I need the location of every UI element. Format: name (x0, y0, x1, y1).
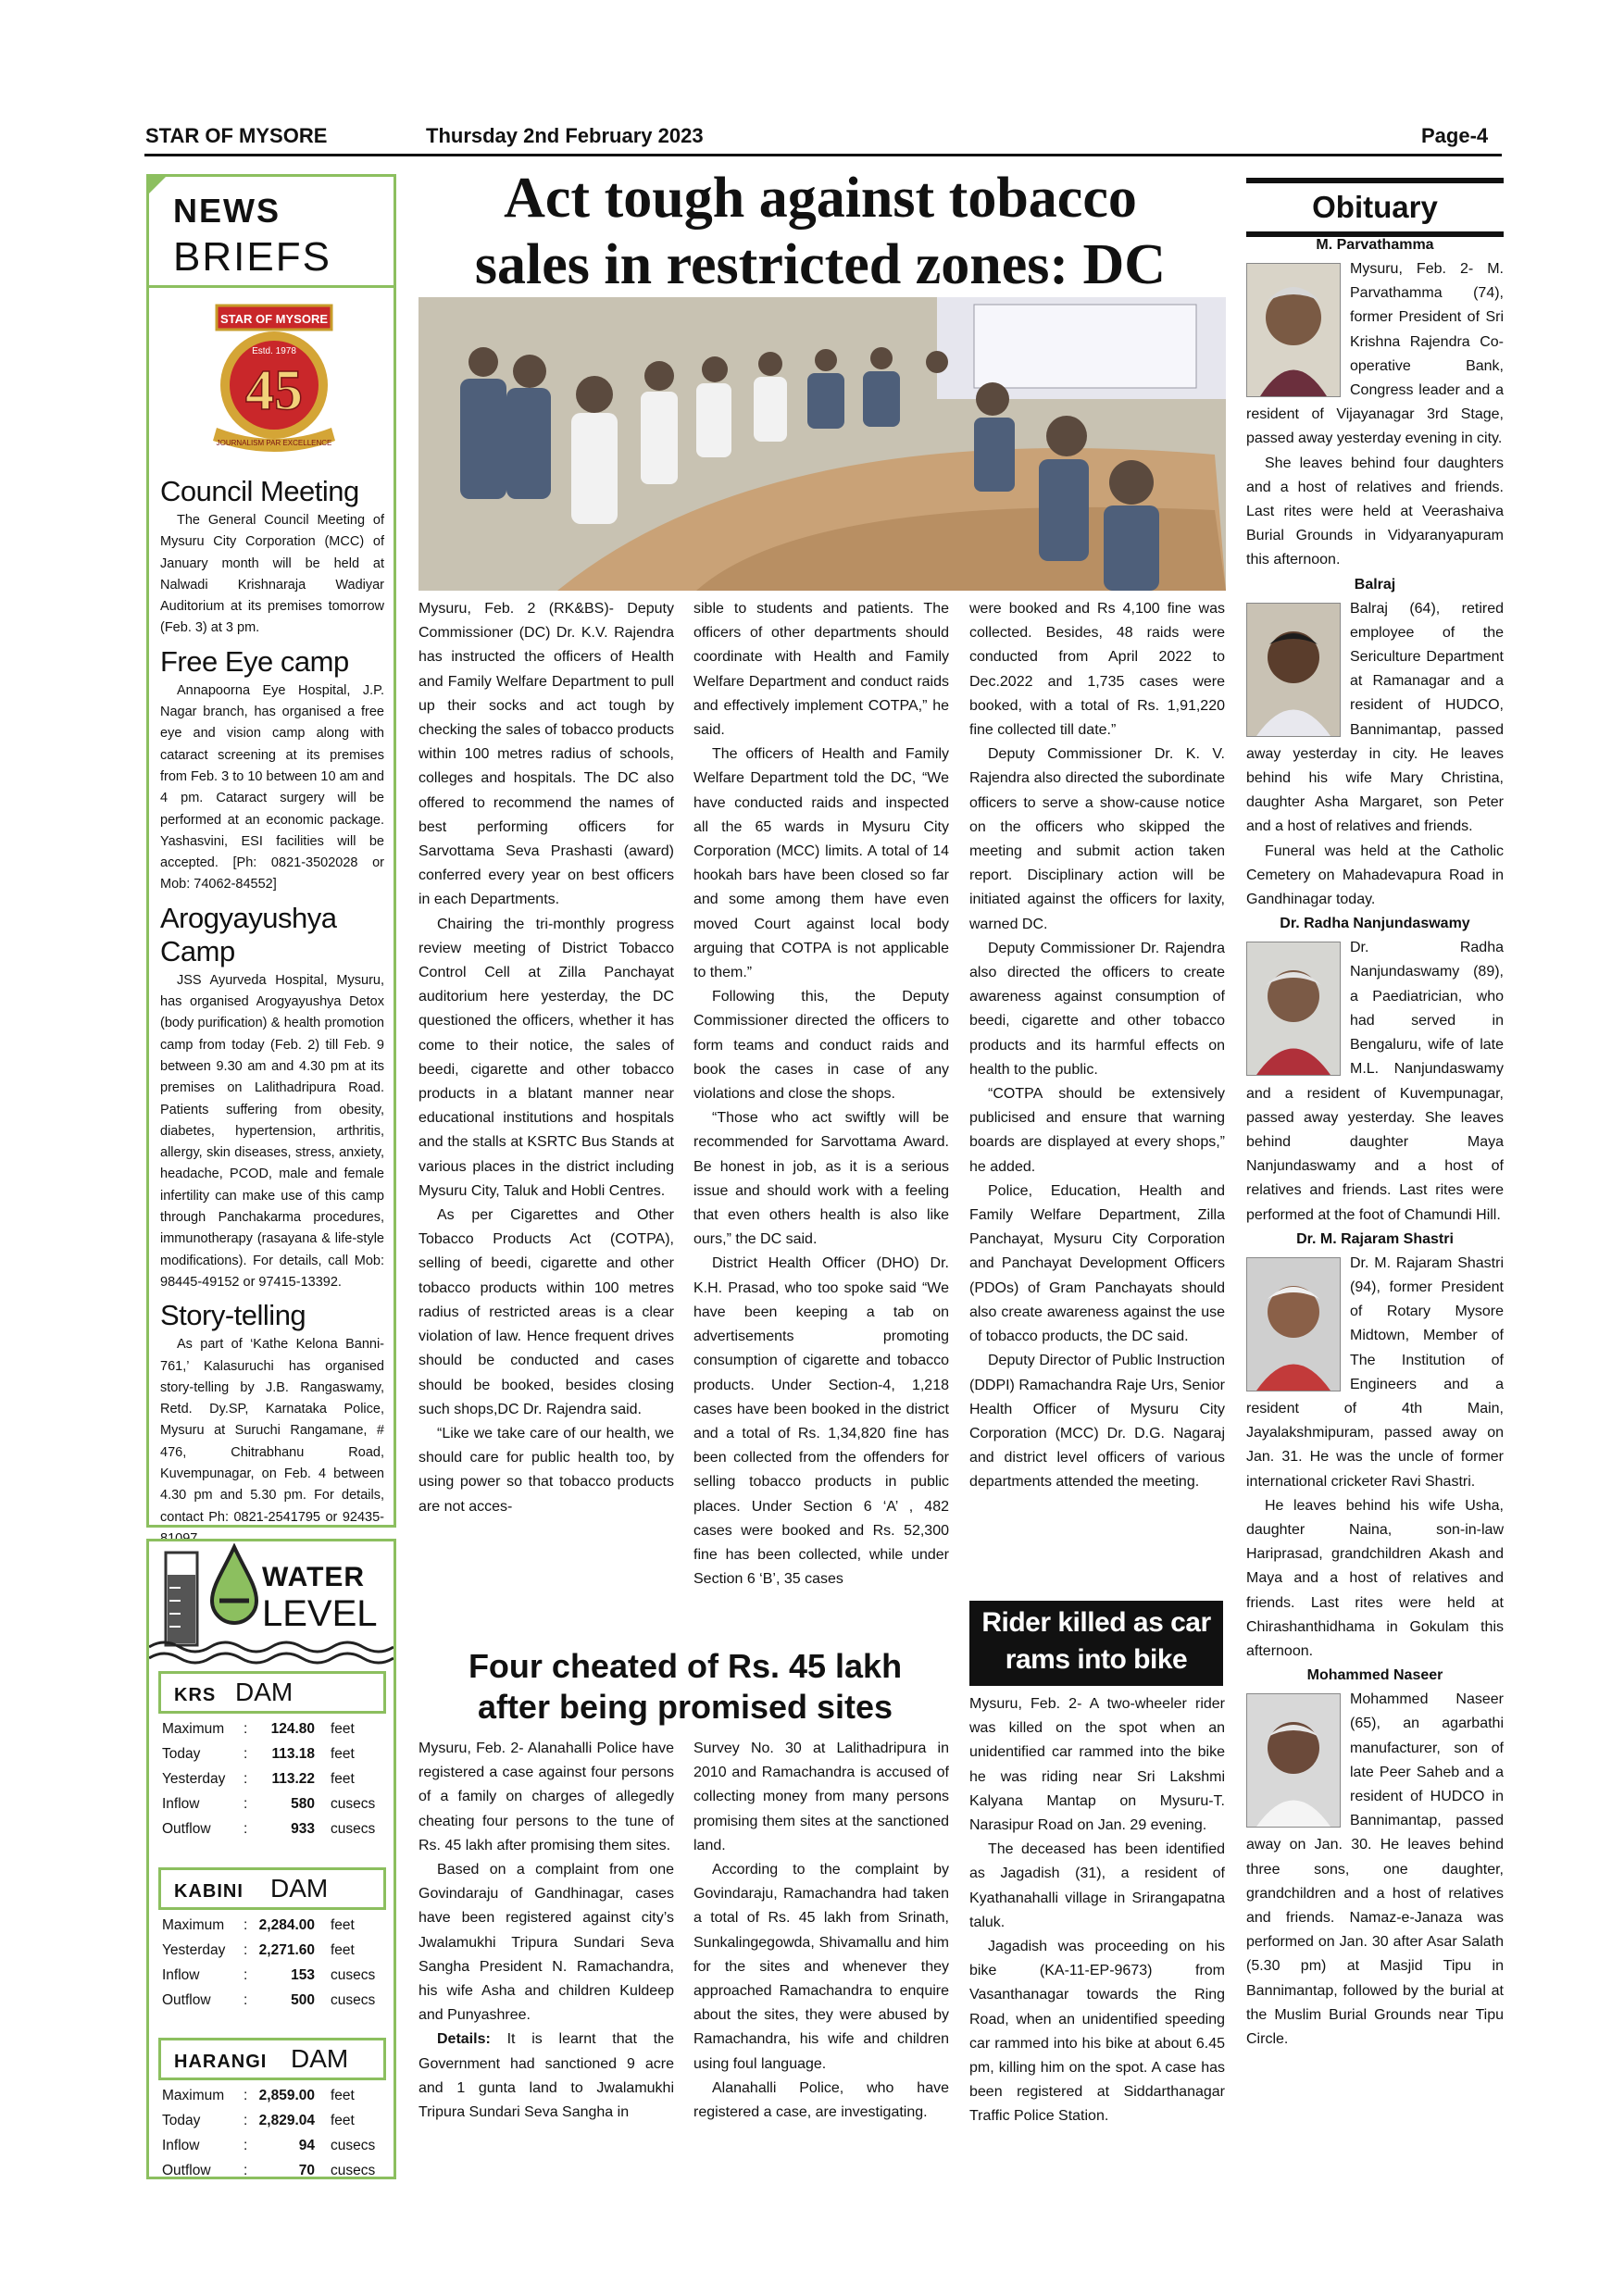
divider (149, 285, 394, 288)
dam-row (162, 1942, 384, 1967)
obituary-photo (1246, 942, 1341, 1076)
dam-row-sep: : (244, 2138, 248, 2153)
brief-title: Free Eye camp (160, 644, 349, 678)
dam-row-unit: feet (331, 2113, 355, 2128)
dam-row (162, 1917, 384, 1942)
lead-paragraph: Deputy Director of Public Instruction (DDPI) Ramachandra Raje Urs, Senior Health Officer of Mysuru City Corporation (MCC) Dr. D.G. Nagaraj and district level officers of various departments attended the meeting. (969, 1353, 1225, 1491)
obituary-name: M. Parvathamma (1316, 237, 1434, 253)
obituary-name: Dr. M. Rajaram Shastri (1296, 1230, 1454, 1247)
dam-row (162, 1796, 384, 1821)
dam-row-unit: cusecs (331, 2163, 376, 2178)
rider-headline-line-2: rams into bike (1005, 1644, 1188, 1675)
dam-label: DAM (270, 1874, 329, 1903)
dam-row-sep: : (244, 1942, 248, 1958)
portrait-image (1247, 942, 1340, 1075)
second-headline-line-1: Four cheated of Rs. 45 lakh (468, 1647, 903, 1685)
dam-row-label: Yesterday (162, 1942, 226, 1958)
brief-text: The General Council Meeting of Mysuru City Corporation (MCC) of January month will be held at Nalwadi Krishnaraja Wadiyar Auditorium at its premises tomorrow (Feb. 3) at 3 pm. (160, 513, 384, 636)
obituary-name: Dr. Radha Nanjundaswamy (1280, 916, 1470, 932)
dam-row-unit: feet (331, 1746, 355, 1762)
dam-row-sep: : (244, 2113, 248, 2128)
second-paragraph: Alanahalli Police, who have registered a case, are investigating. (693, 2079, 949, 2121)
dam-row-label: Today (162, 1746, 201, 1762)
lead-paragraph: were booked and Rs 4,100 fine was collected. Besides, 48 raids were conducted from April 2022 to Dec.2022 and 1,735 cases were booked, with a total of Rs. 1,91,220 fine collected till date.” (969, 601, 1225, 739)
dam-label: DAM (291, 2044, 349, 2073)
dam-row-label: Maximum (162, 1917, 225, 1933)
lead-headline-line-2: sales in restricted zones: DC (474, 233, 1167, 296)
dam-row-sep: : (244, 1721, 248, 1737)
second-headline (417, 1646, 954, 1728)
dam-row-value: 124.80 (270, 1721, 315, 1737)
dam-row-value: 2,284.00 (258, 1917, 315, 1933)
paper-name: STAR OF MYSORE (145, 124, 328, 147)
news-briefs-box (146, 174, 396, 1528)
dam-row-label: Maximum (162, 2088, 225, 2103)
kabini-dam-header (158, 1867, 386, 1910)
second-headline-line-2: after being promised sites (477, 1688, 893, 1726)
second-column-1 (418, 1737, 674, 2172)
dam-row-sep: : (244, 1746, 248, 1762)
dam-row-value: 153 (291, 1967, 315, 1983)
rider-headline-line-1: Rider killed as car (981, 1607, 1211, 1638)
dam-row-label: Outflow (162, 2163, 211, 2178)
lead-paragraph: “Those who act swiftly will be recommended for Sarvottama Award. Be honest in job, as it is a serious issue and should work with a feeling that even others health is also like ours,” the DC said. (693, 1110, 949, 1248)
dam-row-value: 70 (298, 2163, 315, 2178)
obituary-name: Balraj (1354, 576, 1396, 593)
second-paragraph: According to the complaint by Govindaraju, Ramachandra had taken a total of Rs. 45 lakh from Srinath, Sunkalingegowda, Shivamallu and him for the sites and whenever they approached Ramachandra to enquire about the sites, they were abused by Ramachandra, his wife and children using foul language. (693, 1862, 949, 2072)
dam-row-label: Outflow (162, 1992, 211, 2008)
meeting-photo (418, 297, 1226, 591)
dam-row-sep: : (244, 1771, 248, 1787)
news-title: NEWS (173, 192, 281, 230)
dam-row-label: Inflow (162, 1796, 200, 1812)
lead-headline-line-1: Act tough against tobacco (504, 167, 1137, 230)
dam-row-value: 113.18 (271, 1746, 315, 1762)
dam-row-unit: cusecs (331, 1821, 376, 1837)
lead-paragraph: Chairing the tri-monthly progress review meeting of District Tobacco Control Cell at Zilla Panchayat auditorium here yesterday, the DC questioned the officers, whether it has come to their notice, the sales of beedi, cigarette and other tobacco products in a blatant manner near educational institutions and hospitals and the stalls at KSRTC Bus Stands at various places in the district including Mysuru City, Taluk and Hobli Centres. (418, 916, 674, 1199)
meeting-photo-image (418, 297, 1226, 591)
details-label: Details: (437, 2031, 491, 2048)
briefs-list (149, 469, 394, 1550)
dam-row-unit: feet (331, 1917, 355, 1933)
dam-row-sep: : (244, 1796, 248, 1812)
dam-row-unit: cusecs (331, 1992, 376, 2008)
dam-row-sep: : (244, 1821, 248, 1837)
dam-row-value: 580 (291, 1796, 315, 1812)
lead-column-1 (418, 597, 674, 1639)
logo-estd-text: Estd. 1978 (252, 346, 296, 356)
dam-label: DAM (235, 1678, 294, 1706)
brief-title: Council Meeting (160, 475, 359, 507)
star-of-mysore-45-logo (200, 300, 348, 457)
dam-row (162, 2088, 384, 2113)
dam-row-label: Inflow (162, 2138, 200, 2153)
lead-headline (413, 165, 1228, 298)
second-paragraph: Based on a complaint from one Govindaraju of Gandhinagar, cases have been registered against city’s Jwalamukhi Tripura Sundari Seva Sangha President N. Ramachandra, his wife Asha and children Kuldeep and Punyashree. (418, 1862, 674, 2024)
harangi-dam-header (158, 2038, 386, 2080)
briefs-title: BRIEFS (173, 234, 331, 280)
dam-code: KRS (174, 1685, 217, 1705)
lead-paragraph: sible to students and patients. The officers of other departments should coordinate with Health and Family Welfare Department and conduct raids and effectively implement COTPA,” he said. (693, 601, 949, 739)
brief-title: Story-telling (160, 1299, 306, 1332)
obituary-name: Mohammed Naseer (1306, 1667, 1443, 1684)
dam-row-unit: feet (331, 1771, 355, 1787)
brief-text: As part of ‘Kathe Kelona Banni-761,’ Kalasuruchi has organised story-telling by J.B. Rangaswamy, Retd. Dy.SP, Karnataka Police, Mysuru at Suruchi Rangamane, # 476, Chitrabhanu Road, Kuvempunagar, on Feb. 4 between 4.30 pm and 5.30 pm. For details, contact Ph: 0821-2541795 or 92435- (160, 1337, 384, 1525)
dam-row (162, 1992, 384, 2017)
dam-row (162, 2138, 384, 2163)
lead-column-2 (693, 597, 949, 1639)
dam-row (162, 2163, 384, 2188)
dam-row-value: 2,859.00 (258, 2088, 315, 2103)
obituary-text: She leaves behind four daughters and a host of relatives and friends. Last rites were held at Veerashaiva Burial Grounds in Vidyaranyapuram this afternoon. (1246, 455, 1504, 568)
obituary-text: Funeral was held at the Catholic Cemetery on Mahadevapura Road in Gandhinagar today. (1246, 842, 1504, 908)
obituary-title: Obituary (1312, 190, 1438, 224)
obituary-column (1246, 233, 1504, 2177)
logo-number-text: 45 (245, 359, 303, 422)
dam-row-sep: : (244, 1992, 248, 2008)
dam-row-unit: cusecs (331, 1967, 376, 1983)
portrait-image (1247, 1258, 1340, 1391)
dam-row (162, 1821, 384, 1846)
dam-row-label: Maximum (162, 1721, 225, 1737)
water-wave-icon (149, 1634, 394, 1671)
lead-paragraph: “COTPA should be extensively publicised and ensure that warning boards are displayed at every shops,” he added. (969, 1086, 1225, 1175)
dam-row-unit: feet (331, 1942, 355, 1958)
dam-row (162, 1771, 384, 1796)
details-text: It is learnt that the Government had sanctioned 9 acre and 1 gunta land to Jwalamukhi Tripura Sundari Seva Sangha in (418, 2031, 674, 2121)
brief-text: JSS Ayurveda Hospital, Mysuru, has organised Arogyayushya Detox (body purification) & health promotion camp from today (Feb. 2) till Feb. 9 between 9.30 am and 4.30 pm at its premises on Lalithadripura Road. Patients suffering from obesity, diabetes, hypertension, arthritis, allergy, skin diseases, stress, anxiety, headache, PCOD, male and female infertility can make use of this camp through Panchakarma procedures, immunotherapy (rasayana & life-style modifications). For details, call Mob: 98445-49152 or 97415-13392. (160, 972, 384, 1290)
lead-column-3 (969, 597, 1225, 1602)
lead-paragraph: District Health Officer (DHO) Dr. K.H. Prasad, who too spoke said “We have been keeping a tab on advertisements promoting consumption of cigarette and tobacco products. Under Section-4, 1,218 cases have been booked in the district and a total of Rs. 1,34,820 fine has been collected from the offenders for selling tobacco products in public places. Under Section 6 ‘A’ , 482 cases were booked and Rs. 52,300 fine has been collected, while under Section 6 ‘B’, 35 cases (693, 1255, 949, 1588)
lead-paragraph: The officers of Health and Family Welfare Department told the DC, “We have conducted raids and inspected all the 65 wards in Mysuru City Corporation (MCC) limits. A total of 14 hookah bars have been closed so far and some among them have even moved Court against local body arguing that COTPA is not applicable to them.” (693, 746, 949, 981)
header-rule (144, 154, 1502, 156)
obituary-text: Balraj (64), retired employee of the Sericulture Department at Ramanagar and a resident of HUDCO, Bannimantap, passed away yesterday in city. He leaves behind his wife Mary Christina, daughter Asha Margaret, son Peter and a host of relatives and friends. (1246, 600, 1504, 835)
logo-ribbon-text: JOURNALISM PAR EXCELLENCE (216, 439, 332, 447)
obituary-text: Mysuru, Feb. 2- M. Parvathamma (74), former President of Sri Krishna Rajendra Co-operative Bank, Congress leader and a resident of Vijayanagar 3rd Stage, passed away yesterday evening in city. (1246, 261, 1504, 447)
second-paragraph: Survey No. 30 at Lalithadripura in 2010 and Ramachandra is accused of collecting money from many persons promising them sites at the sanctioned land. (693, 1741, 949, 1853)
dam-row-label: Yesterday (162, 1771, 226, 1787)
dam-row-label: Outflow (162, 1821, 211, 1837)
rider-paragraph: Jagadish was proceeding on his bike (KA-11-EP-9673) from Vasanthanagar towards the Ring Road, when an unidentified speeding car rammed into his bike at about 6.45 pm, killing him on the spot. A case has been registered at Siddarthanagar Traffic Police Station. (969, 1939, 1225, 2125)
level-title: LEVEL (262, 1593, 378, 1634)
dam-row-value: 94 (298, 2138, 315, 2153)
second-paragraph: Mysuru, Feb. 2- Alanahalli Police have registered a case against four persons of a family on charges of allegedly cheating four persons to the tune of Rs. 45 lakh after promising them sites. (418, 1741, 674, 1853)
lead-paragraph: As per Cigarettes and Other Tobacco Products Act (COTPA), selling of beedi, cigarette and other tobacco products within 100 metres radius of restricted areas is a clear violation of law. Hence frequent drives should be conducted and cases should be booked, besides closing such shops,DC Dr. Rajendra said. (418, 1207, 674, 1417)
dam-row-value: 2,829.04 (258, 2113, 315, 2128)
obituary-photo (1246, 1257, 1341, 1391)
portrait-image (1247, 1694, 1340, 1827)
lead-paragraph: Mysuru, Feb. 2 (RK&BS)- Deputy Commissioner (DC) Dr. K.V. Rajendra has instructed the officers of Health and Family Welfare Department to pull up their socks and act tough by checking the sales of tobacco products within 100 metres radius of schools, colleges and hospitals. The DC also offered to recommend the names of best performing officers for Sarvottama Seva Prashasti (award) conferred every year on best officers in each Departments. (418, 601, 674, 908)
krs-dam-header (158, 1671, 386, 1714)
rider-headline (969, 1601, 1223, 1686)
obituary-photo (1246, 603, 1341, 737)
logo-top-text: STAR OF MYSORE (219, 312, 329, 326)
obituary-header (1246, 178, 1504, 237)
obituary-text: Dr. Radha Nanjundaswamy (89), a Paediatrician, who had served in Bengaluru, wife of late M.L. Nanjundaswamy and a resident of Kuvempunagar, passed away yesterday. She leaves behind daughter Maya Nanjundaswamy and a host of relatives and friends. Last rites were performed at the foot of Chamundi Hill. (1246, 940, 1504, 1223)
lead-paragraph: Following this, the Deputy Commissioner directed the officers to form teams and conduct raids and book the cases in case of any violations and close the shops. (693, 989, 949, 1103)
dam-row-value: 500 (291, 1992, 315, 2008)
dam-row-unit: feet (331, 1721, 355, 1737)
obituary-text: He leaves behind his wife Usha, daughter Naina, son-in-law Hariprasad, grandchildren Akash and Maya and a host of relatives and friends. Last rites were held at Chirashanthidhama in Gokulam this afternoon. (1246, 1497, 1504, 1659)
lead-paragraph: Police, Education, Health and Family Welfare Department, Zilla Panchayat, Mysuru City Corporation and Panchayat Development Officers (PDOs) of Gram Panchayats should also create awareness against the use of tobacco products, the DC said. (969, 1182, 1225, 1345)
dam-row-unit: cusecs (331, 1796, 376, 1812)
page-number: Page-4 (1421, 124, 1489, 147)
obituary-text: Dr. M. Rajaram Shastri (94), former President of Rotary Mysore Midtown, Member of The Institution of Engineers and a resident of 4th Main, Jayalakshmipuram, passed away on Jan. 31. He was the uncle of former international cricketer Ravi Shastri. (1246, 1254, 1504, 1490)
obituary-text: Mohammed Naseer (65), an agarbathi manufacturer, son of late Peer Saheb and a resident of HUDCO in Bannimantap, passed away on Jan. 30. He leaves behind three sons, one daughter, grandchildren and a host of relatives and friends. Namaz-e-Janaza was performed on Jan. 30 after Asar Salath (5.30 pm) at Masjid Tipu in Bannimantap, followed by the burial at the Muslim Burial Grounds near Tipu Circle. (1246, 1691, 1504, 2048)
portrait-image (1247, 604, 1340, 736)
rider-paragraph: Mysuru, Feb. 2- A two-wheeler rider was killed on the spot when an unidentified car rammed into the bike he was riding near Sri Lakshmi Kalyana Mantap on Mysuru-T. Narasipur Road on Jan. 29 evening. (969, 1696, 1225, 1834)
dam-row-value: 2,271.60 (258, 1942, 315, 1958)
dam-row-label: Inflow (162, 1967, 200, 1983)
dam-row (162, 1721, 384, 1746)
lead-paragraph: “Like we take care of our health, we should care for public health too, by using power so that tobacco products are not acces- (418, 1425, 674, 1515)
dam-row-value: 933 (291, 1821, 315, 1837)
dam-row (162, 2113, 384, 2138)
dam-code: HARANGI (174, 2052, 268, 2072)
dam-row-unit: feet (331, 2088, 355, 2103)
lead-paragraph: Deputy Commissioner Dr. K. V. Rajendra also directed the subordinate officers to serve a show-cause notice on the officers who skipped the meeting and submit action taken report. Disciplinary action will be initiated against the officers for laxity, warned DC. (969, 746, 1225, 932)
portrait-image (1247, 264, 1340, 396)
water-drop-icon (208, 1543, 260, 1628)
obituary-photo (1246, 263, 1341, 397)
corner-triangle-icon (146, 174, 169, 196)
brief-title: Arogyayushya Camp (160, 901, 337, 967)
brief-text: Annapoorna Eye Hospital, J.P. Nagar branch, has organised a free eye and vision camp along with cataract screening at its premises from Feb. 3 to 10 between 10 am and 4 pm. Cataract surgery will be performed at an economic package. Yashasvini, ESI facilities will be accepted. [Ph: 0821-3502028 or Mob: 74062-84552] (160, 682, 384, 892)
dam-row (162, 1967, 384, 1992)
rider-column (969, 1692, 1225, 2174)
dam-row-value: 113.22 (271, 1771, 315, 1787)
dam-row-sep: : (244, 2088, 248, 2103)
lead-paragraph: Deputy Commissioner Dr. Rajendra also directed the officers to create awareness against consumption of beedi, cigarette and other tobacco products and its harmful effects on health to the public. (969, 940, 1225, 1078)
water-level-box (146, 1539, 396, 2179)
second-column-2 (693, 1737, 949, 2172)
issue-date: Thursday 2nd February 2023 (426, 124, 704, 147)
dam-row-label: Today (162, 2113, 201, 2128)
rider-paragraph: The deceased has been identified as Jagadish (31), a resident of Kyathanahalli village in Srirangapatna taluk. (969, 1841, 1225, 1930)
dam-row-sep: : (244, 1967, 248, 1983)
dam-code: KABINI (174, 1881, 244, 1902)
water-title: WATER (262, 1562, 366, 1592)
dam-row (162, 1746, 384, 1771)
dam-row-sep: : (244, 2163, 248, 2178)
dam-row-sep: : (244, 1917, 248, 1933)
dam-row-unit: cusecs (331, 2138, 376, 2153)
obituary-photo (1246, 1693, 1341, 1828)
